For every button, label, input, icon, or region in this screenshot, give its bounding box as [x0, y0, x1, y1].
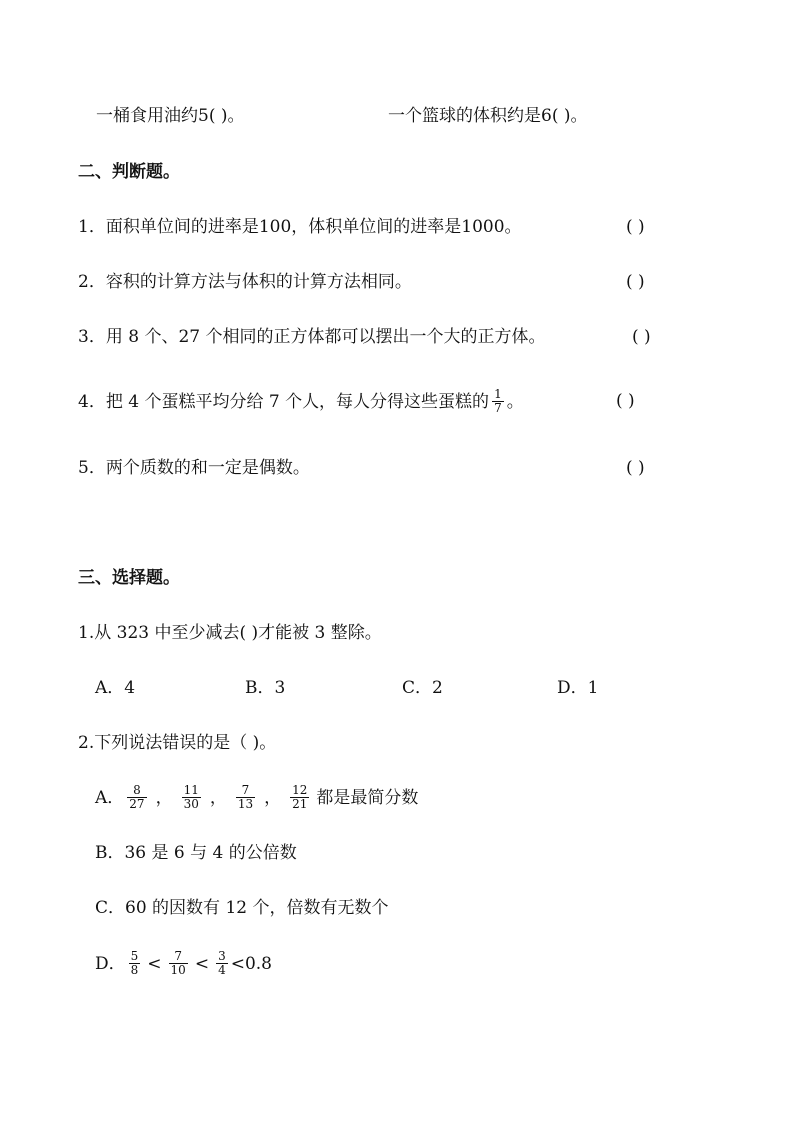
choice-q1-option-c[interactable]: C．2 [402, 678, 443, 698]
choice-q1-stem: 1.从 323 中至少减去( )才能被 3 整除。 [78, 623, 382, 643]
fraction-numerator: 1 [494, 387, 502, 401]
fraction-7-10 [169, 950, 188, 977]
option-a-label: A． [95, 787, 125, 808]
choice-q2-option-d[interactable] [95, 950, 272, 977]
judgment-answer-1[interactable]: ( ) [626, 217, 645, 237]
section-heading-judgment: 二、判断题。 [78, 162, 180, 182]
less-than-sign: < [194, 953, 210, 974]
judgment-item-1: 1．面积单位间的进率是100，体积单位间的进率是1000。 [78, 217, 522, 237]
fraction-denominator: 21 [292, 797, 308, 811]
separator: ， [155, 787, 173, 808]
fraction-numerator: 3 [218, 949, 226, 963]
fraction-12-21 [290, 784, 309, 811]
fill-in-basketball: 一个篮球的体积约是6( )。 [388, 106, 588, 126]
fraction-1-7 [492, 388, 504, 415]
separator: ， [264, 787, 282, 808]
fraction-denominator: 8 [130, 963, 139, 977]
fraction-11-30 [182, 784, 201, 811]
judgment-answer-3[interactable]: ( ) [632, 327, 651, 347]
judgment-item-4-text: 4．把 4 个蛋糕平均分给 7 个人，每人分得这些蛋糕的 [78, 391, 490, 412]
separator: ， [209, 787, 227, 808]
fraction-8-27 [127, 784, 146, 811]
fill-in-oil: 一桶食用油约5( )。 [96, 106, 245, 126]
judgment-item-4-end: 。 [506, 391, 524, 412]
judgment-item-5: 5．两个质数的和一定是偶数。 [78, 458, 310, 478]
fraction-numerator: 8 [127, 784, 146, 798]
fraction-denominator: 7 [494, 401, 502, 415]
fraction-denominator: 30 [183, 797, 199, 811]
fraction-3-4 [216, 950, 228, 977]
choice-q1-option-d[interactable]: D．1 [557, 678, 599, 698]
fraction-numerator: 7 [236, 784, 255, 798]
choice-q2-option-a[interactable] [95, 784, 418, 811]
choice-q2-option-c[interactable]: C．60 的因数有 12 个，倍数有无数个 [95, 898, 389, 918]
judgment-answer-5[interactable]: ( ) [626, 458, 645, 478]
fraction-7-13 [236, 784, 255, 811]
option-d-tail: <0.8 [230, 953, 272, 974]
fraction-denominator: 4 [218, 963, 226, 977]
fraction-numerator: 7 [169, 950, 188, 964]
fraction-numerator: 11 [183, 783, 199, 797]
judgment-item-2: 2．容积的计算方法与体积的计算方法相同。 [78, 272, 412, 292]
option-a-suffix: 都是最简分数 [316, 787, 419, 808]
less-than-sign: < [147, 953, 162, 974]
choice-q2-stem: 2.下列说法错误的是（ )。 [78, 733, 277, 753]
choice-q2-option-b[interactable]: B．36 是 6 与 4 的公倍数 [95, 843, 297, 863]
judgment-item-3: 3．用 8 个、27 个相同的正方体都可以摆出一个大的正方体。 [78, 327, 546, 347]
fraction-denominator: 10 [170, 963, 186, 977]
judgment-answer-4[interactable]: ( ) [616, 391, 635, 411]
fraction-5-8 [129, 950, 141, 977]
section-heading-choice: 三、选择题。 [78, 568, 180, 588]
fraction-numerator: 5 [130, 949, 139, 963]
fraction-numerator: 12 [292, 783, 308, 797]
judgment-item-4 [78, 388, 524, 415]
option-d-label: D． [95, 953, 126, 974]
choice-q1-option-a[interactable]: A．4 [95, 678, 136, 698]
judgment-answer-2[interactable]: ( ) [626, 272, 645, 292]
fraction-denominator: 27 [129, 797, 145, 811]
choice-q1-option-b[interactable]: B．3 [245, 678, 286, 698]
fraction-denominator: 13 [237, 797, 254, 811]
